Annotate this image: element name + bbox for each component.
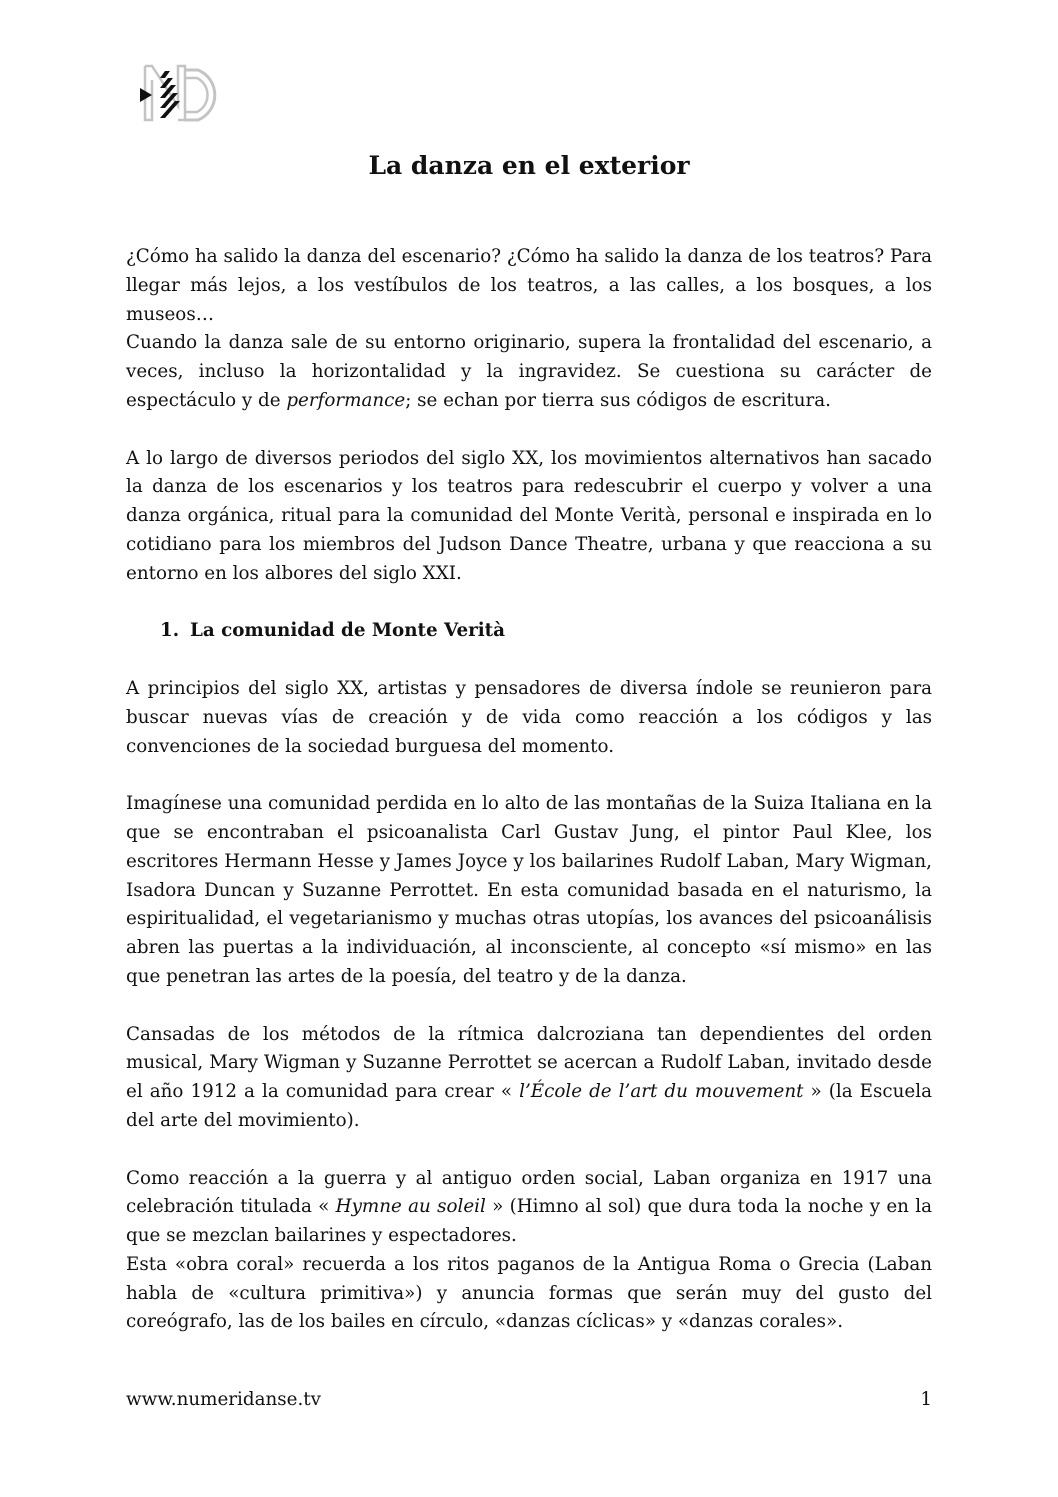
hymne-emphasis: Hymne au soleil <box>335 1196 486 1218</box>
page-title: La danza en el exterior <box>368 151 690 180</box>
intro-paragraph-1: ¿Cómo ha salido la danza del escenario? ¿Cómo ha salido la danza de los teatros? Para llegar más lejos, a los vestíbulos de los teatros, a las calles, a los bosques, a los museos… <box>126 246 932 325</box>
intro-paragraph-2 <box>126 329 932 415</box>
section-paragraph-4-text: Como reacción a la guerra y al antiguo orden social, Laban organiza en 1917 una celebración titulada « <box>126 1167 932 1218</box>
section-paragraph-3 <box>126 1021 932 1136</box>
ecole-emphasis: l’École de l’art du mouvement <box>519 1081 804 1103</box>
section-paragraph-2: Imagínese una comunidad perdida en lo alto de las montañas de la Suiza Italiana en la que se encontraban el psicoanalista Carl Gustav Jung, el pintor Paul Klee, los escritores Hermann Hesse y James Joyce y los bailarines Rudolf Laban, Mary Wigman, Isadora Duncan y Suzanne Perrottet. En esta comunidad basada en el naturismo, la espiritualidad, el vegetarianismo y muchas otras utopías, los avances del psicoanálisis abren las puertas a la individuación, al inconsciente, al concepto «sí mismo» en las que penetran las artes de la poesía, del teatro y de la danza. <box>126 793 932 987</box>
intro-paragraph-3: A lo largo de diversos periodos del siglo XX, los movimientos alternativos han sacado la danza de los escenarios y los teatros para redescubrir el cuerpo y volver a una danza orgánica, ritual para la comunidad del Monte Verità, personal e inspirada en lo cotidiano para los miembros del Judson Dance Theatre, urbana y que reacciona a su entorno en los albores del siglo XXI. <box>126 447 932 584</box>
section-paragraph-4-end: » (Himno al sol) que dura toda la noche y en la que se mezclan bailarines y espectadores. <box>126 1196 932 1247</box>
section-paragraph-5: Esta «obra coral» recuerda a los ritos paganos de la Antigua Roma o Grecia (Laban habla de «cultura primitiva») y anuncia formas que serán muy del gusto del coreógrafo, las de los bailes en círculo, «danzas cíclicas» y «danzas corales». <box>126 1253 932 1333</box>
footer-url-link[interactable]: www.numeridanse.tv <box>126 1389 321 1410</box>
intro-paragraph-2-end: ; se echan por tierra sus códigos de escritura. <box>405 389 831 411</box>
section-heading-monte-verita <box>126 617 932 646</box>
intro-paragraph-2-text: Cuando la danza sale de su entorno originario, supera la frontalidad del escenario, a veces, incluso la horizontalidad y la ingravidez. Se cuestiona su carácter de espectáculo y de <box>126 332 932 411</box>
section-paragraph-4 <box>126 1165 932 1251</box>
document-body <box>126 243 932 1366</box>
section-paragraph-1: A principios del siglo XX, artistas y pensadores de diversa índole se reunieron para buscar nuevas vías de creación y de vida como reacción a los códigos y las convenciones de la sociedad burguesa del momento. <box>126 677 932 757</box>
nd-logo-icon <box>138 64 228 122</box>
page-number: 1 <box>920 1389 932 1410</box>
section-paragraph-3-end: » (la Escuela del arte del movimiento). <box>126 1081 932 1131</box>
section-number: 1. <box>160 620 180 642</box>
section-heading-text: La comunidad de Monte Verità <box>190 620 505 642</box>
performance-emphasis: performance <box>286 389 406 411</box>
section-paragraph-3-text: Cansadas de los métodos de la rítmica dalcroziana tan dependientes del orden musical, Mary Wigman y Suzanne Perrottet se acercan a Rudolf Laban, invitado desde el año 1912 a la comunidad para crear « <box>126 1023 932 1103</box>
numeridanse-logo <box>138 64 228 122</box>
